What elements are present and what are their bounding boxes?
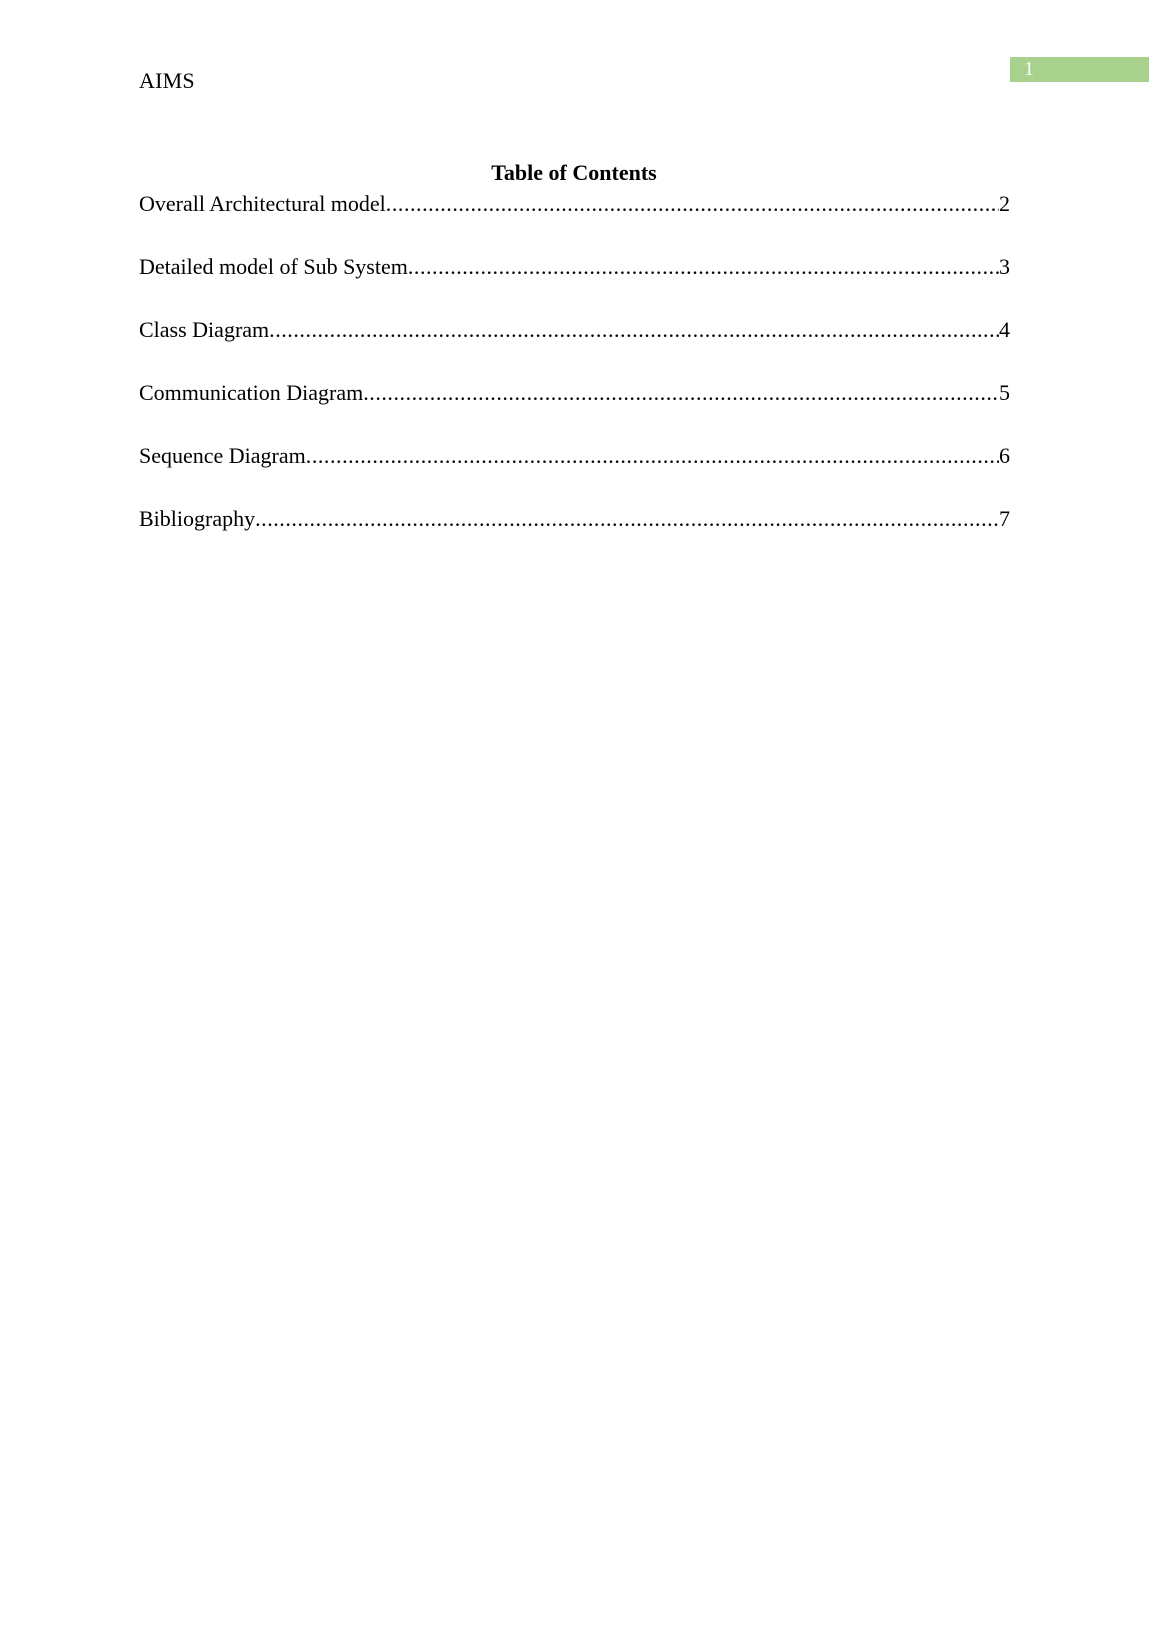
toc-dot-leader	[306, 443, 999, 469]
toc-entry-communication-diagram[interactable]	[139, 380, 1010, 406]
toc-dot-leader	[363, 380, 999, 406]
toc-dot-leader	[408, 254, 999, 280]
toc-entry-label: Detailed model of Sub System	[139, 254, 408, 279]
toc-entry-label: Class Diagram	[139, 317, 270, 342]
toc-entry-page: 5	[999, 380, 1010, 405]
toc-entry-label: Communication Diagram	[139, 380, 364, 405]
toc-entry-page: 6	[999, 443, 1010, 468]
table-of-contents	[139, 191, 1010, 569]
toc-entry-overall-architectural-model[interactable]	[139, 191, 1010, 217]
toc-title: Table of Contents	[491, 160, 657, 185]
page-number: 1	[1024, 58, 1034, 80]
toc-entry-page: 7	[999, 506, 1010, 531]
toc-entry-detailed-model-of-sub-system[interactable]	[139, 254, 1010, 280]
toc-entry-page: 2	[999, 191, 1010, 216]
running-head: AIMS	[139, 68, 195, 93]
toc-entry-bibliography[interactable]	[139, 506, 1010, 532]
toc-entry-page: 4	[999, 317, 1010, 342]
toc-dot-leader	[255, 506, 999, 532]
toc-entry-label: Bibliography	[139, 506, 256, 531]
toc-dot-leader	[269, 317, 999, 343]
toc-entry-label: Sequence Diagram	[139, 443, 306, 468]
toc-entry-label: Overall Architectural model	[139, 191, 386, 216]
page-number-badge	[1010, 57, 1149, 82]
toc-entry-page: 3	[999, 254, 1010, 279]
toc-entry-sequence-diagram[interactable]	[139, 443, 1010, 469]
toc-dot-leader	[386, 191, 999, 217]
toc-entry-class-diagram[interactable]	[139, 317, 1010, 343]
